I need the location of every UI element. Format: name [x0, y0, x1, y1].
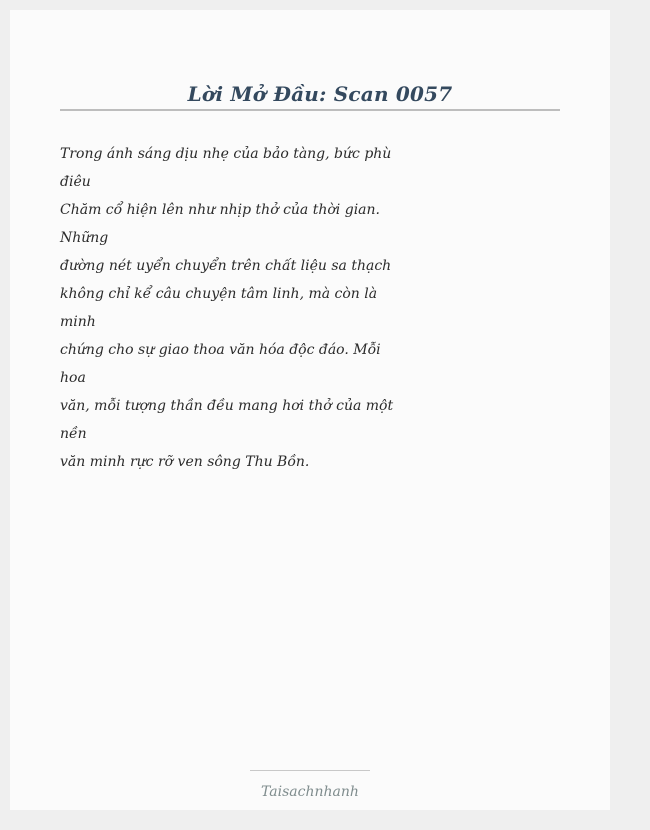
body-line: Trong ánh sáng dịu nhẹ của bảo tàng, bức phù [60, 146, 392, 162]
document-page [10, 10, 610, 810]
body-line: điêu [60, 174, 91, 190]
body-line: nền [60, 426, 87, 442]
body-line: Những [60, 230, 109, 246]
body-line: văn, mỗi tượng thần đều mang hơi thở của một [60, 398, 394, 414]
title-divider [60, 109, 560, 111]
body-line: hoa [60, 370, 86, 386]
body-line: Chăm cổ hiện lên như nhịp thở của thời gian. [60, 202, 380, 218]
body-line: không chỉ kể câu chuyện tâm linh, mà còn là [60, 286, 378, 302]
body-line: đường nét uyển chuyển trên chất liệu sa thạch [60, 258, 392, 274]
body-paragraph [60, 140, 394, 476]
body-line: văn minh rực rỡ ven sông Thu Bồn. [60, 454, 310, 470]
page-title: Lời Mở Đầu: Scan 0057 [187, 82, 453, 106]
body-line: minh [60, 314, 96, 330]
footer-credit: Taisachnhanh [261, 784, 359, 800]
footer-divider [250, 770, 370, 771]
body-line: chứng cho sự giao thoa văn hóa độc đáo. Mỗi [60, 342, 381, 358]
